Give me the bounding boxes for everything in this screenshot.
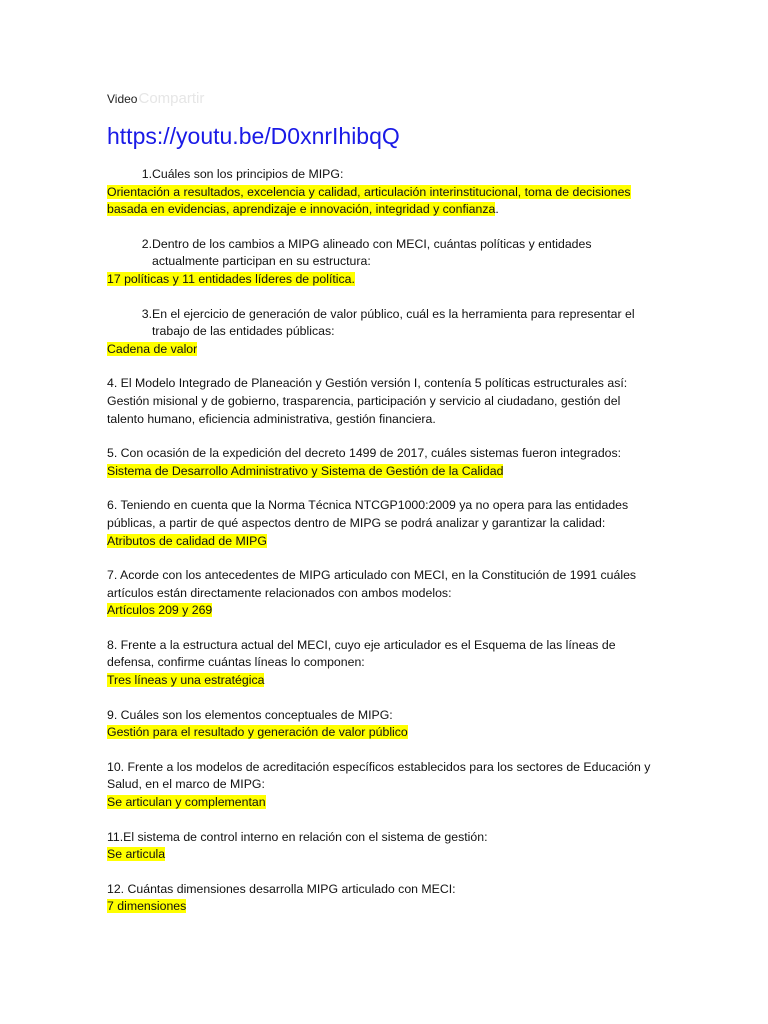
question (107, 166, 659, 184)
answer (107, 184, 659, 219)
answer (107, 672, 659, 690)
question-text: 7. Acorde con los antecedentes de MIPG articulado con MECI, en la Constitución de 1991 cuáles artículos están directamente relacionados con ambos modelos: (107, 568, 637, 600)
question-number: 1. (141, 167, 152, 181)
answer (107, 463, 659, 481)
question-text: 10. Frente a los modelos de acreditación específicos establecidos para los sectores de Educación y Salud, en el marco de MIPG: (107, 759, 651, 792)
answer-highlight: Orientación a resultados, excelencia y calidad, articulación interinstitucional, toma de decisiones basada en evidencias, aprendizaje e innovación, integridad y confianza (107, 184, 631, 217)
answer-highlight: Artículos 209 y 269 (107, 603, 213, 618)
video-header (107, 91, 204, 107)
answer-highlight: Se articulan y complementan (107, 795, 266, 810)
question-text: En el ejercicio de generación de valor público, cuál es la herramienta para representar el trabajo de las entidades públicas: (152, 306, 635, 339)
qa-item (107, 236, 659, 289)
question-text: Dentro de los cambios a MIPG alineado con MECI, cuántas políticas y entidades actualmente participan en su estructura: (152, 236, 592, 269)
answer (107, 898, 659, 916)
question-number: 2. (141, 236, 152, 251)
answer (107, 602, 659, 620)
qa-item (107, 445, 659, 480)
answer (107, 846, 659, 864)
answer-highlight: Tres líneas y una estratégica (107, 673, 265, 688)
answer (107, 341, 659, 359)
answer-suffix: . (495, 202, 499, 217)
question-text: 12. Cuántas dimensiones desarrolla MIPG articulado con MECI: (107, 881, 456, 896)
qa-item (107, 306, 659, 359)
qa-list (107, 166, 659, 933)
answer-highlight: Sistema de Desarrollo Administrativo y Sistema de Gestión de la Calidad (107, 463, 504, 478)
question-text: 4. El Modelo Integrado de Planeación y Gestión versión I, contenía 5 políticas estructurales así: Gestión misional y de gobierno, trasparencia, participación y servicio al ciudadano, gestión del talento humano, eficiencia administrativa, gestión financiera. (107, 376, 628, 426)
qa-item (107, 759, 659, 812)
answer-highlight: 17 políticas y 11 entidades líderes de política. (107, 271, 355, 286)
answer (107, 794, 659, 812)
answer (107, 271, 659, 289)
qa-item (107, 707, 659, 742)
answer-highlight: Cadena de valor (107, 341, 198, 356)
question-text: 8. Frente a la estructura actual del MECI, cuyo eje articulador es el Esquema de las líneas de defensa, confirme cuántas líneas lo componen: (107, 637, 616, 670)
qa-item (107, 637, 659, 690)
question (107, 306, 659, 341)
answer-highlight: Gestión para el resultado y generación de valor público (107, 725, 408, 740)
qa-item (107, 375, 659, 428)
question-text: 9. Cuáles son los elementos conceptuales de MIPG: (107, 707, 393, 722)
answer-highlight: Se articula (107, 847, 166, 862)
qa-item (107, 166, 659, 219)
answer-highlight: 7 dimensiones (107, 899, 187, 914)
question-text: 11.El sistema de control interno en relación con el sistema de gestión: (107, 829, 488, 844)
qa-item (107, 497, 659, 550)
question-text: Cuáles son los principios de MIPG: (152, 167, 344, 181)
qa-item (107, 881, 659, 916)
video-label: Video (107, 92, 138, 106)
answer (107, 724, 659, 742)
question-text: 6. Teniendo en cuenta que la Norma Técnica NTCGP1000:2009 ya no opera para las entidades públicas, a partir de qué aspectos dentro de MIPG se podrá analizar y garantizar la calidad: (107, 498, 629, 530)
question-text: 5. Con ocasión de la expedición del decreto 1499 de 2017, cuáles sistemas fueron integrados: (107, 446, 622, 461)
question-number: 3. (141, 306, 152, 321)
video-link[interactable]: https://youtu.be/D0xnrIhibqQ (107, 123, 400, 149)
answer (107, 533, 659, 551)
question (107, 236, 659, 271)
answer-highlight: Atributos de calidad de MIPG (107, 533, 267, 548)
qa-item (107, 829, 659, 864)
share-button[interactable]: Compartir (138, 90, 205, 107)
qa-item (107, 567, 659, 620)
